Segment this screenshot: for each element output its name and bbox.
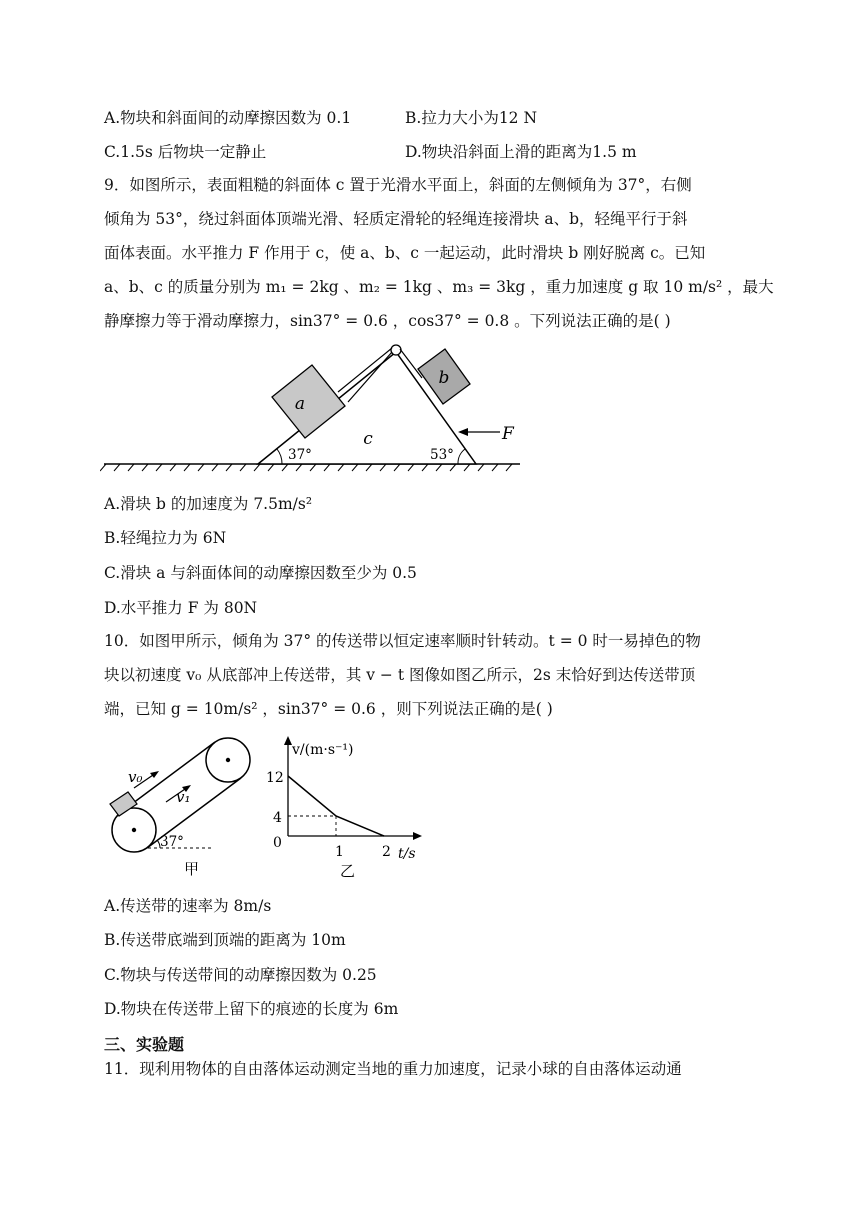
- vt-y-tick-12: 12: [266, 770, 284, 786]
- q10-stem-line-3: 端，已知 g = 10m/s² ，sin37° = 0.6 ，则下列说法正确的是( ): [104, 700, 553, 718]
- q9-option-d: D.水平推力 F 为 80N: [104, 599, 258, 617]
- q9-option-a: A.滑块 b 的加速度为 7.5m/s²: [104, 495, 313, 513]
- vt-y-tick-4: 4: [273, 810, 282, 826]
- section-heading: 三、实验题: [104, 1035, 185, 1054]
- q8-option-b: B.拉力大小为12 N: [405, 109, 538, 127]
- q9-incline-figure: [100, 340, 530, 480]
- conveyor-angle-label: 37°: [160, 834, 184, 850]
- q9-stem-line-1: 9．如图所示，表面粗糙的斜面体 c 置于光滑水平面上，斜面的左侧倾角为 37°，右侧: [104, 176, 692, 194]
- vt-x-tick-1: 1: [335, 844, 344, 860]
- q10-stem-line-2: 块以初速度 v₀ 从底部冲上传送带，其 v − t 图像如图乙所示，2s 末恰好到达传送带顶: [104, 666, 696, 684]
- q9-label-a: a: [294, 394, 306, 414]
- q8-option-a: A.物块和斜面间的动摩擦因数为 0.1: [104, 109, 352, 127]
- q9-label-f: F: [502, 424, 514, 444]
- q9-angle-37: 37°: [288, 447, 312, 463]
- q9-stem-line-3: 面体表面。水平推力 F 作用于 c，使 a、b、c 一起运动，此时滑块 b 刚好脱离 c。已知: [104, 244, 706, 262]
- q8-option-c: C.1.5s 后物块一定静止: [104, 143, 267, 161]
- q8-option-d: D.物块沿斜面上滑的距离为1.5 m: [405, 143, 637, 161]
- q9-stem-line-5: 静摩擦力等于滑动摩擦力，sin37° = 0.6 ，cos37° = 0.8 。下列说法正确的是( ): [104, 312, 671, 330]
- vt-y-tick-0: 0: [273, 835, 282, 851]
- q10-option-d: D.物块在传送带上留下的痕迹的长度为 6m: [104, 1000, 399, 1018]
- q9-option-b: B.轻绳拉力为 6N: [104, 529, 227, 547]
- q10-vt-graph: [262, 732, 432, 882]
- q10-option-b: B.传送带底端到顶端的距离为 10m: [104, 931, 346, 949]
- vt-y-axis-label: v/(m·s⁻¹): [292, 742, 354, 758]
- q9-angle-53: 53°: [430, 447, 454, 463]
- vt-x-tick-2: 2: [382, 844, 391, 860]
- conveyor-v1-label: v₁: [176, 788, 191, 806]
- q9-stem-line-4: a、b、c 的质量分别为 m₁ = 2kg 、m₂ = 1kg 、m₃ = 3kg ，重力加速度 g 取 10 m/s² ，最大: [104, 278, 774, 296]
- q10-stem-line-1: 10．如图甲所示，倾角为 37° 的传送带以恒定速率顺时针转动。t = 0 时一易掉色的物: [104, 632, 701, 650]
- q11-stem: 11．现利用物体的自由落体运动测定当地的重力加速度，记录小球的自由落体运动通: [104, 1060, 682, 1078]
- q10-conveyor-figure: [104, 732, 264, 882]
- q9-stem-line-2: 倾角为 53°，绕过斜面体顶端光滑、轻质定滑轮的轻绳连接滑块 a、b，轻绳平行于斜: [104, 210, 688, 228]
- conveyor-v0-label: v₀: [128, 768, 143, 786]
- q9-label-c: c: [363, 429, 373, 449]
- q10-option-a: A.传送带的速率为 8m/s: [104, 897, 272, 915]
- vt-x-axis-label: t/s: [398, 846, 416, 862]
- q9-option-c: C.滑块 a 与斜面体间的动摩擦因数至少为 0.5: [104, 564, 417, 582]
- q10-option-c: C.物块与传送带间的动摩擦因数为 0.25: [104, 966, 377, 984]
- vt-series-line: [288, 776, 384, 836]
- conveyor-caption: 甲: [184, 860, 200, 878]
- vt-caption: 乙: [340, 862, 356, 880]
- q9-label-b: b: [438, 368, 450, 388]
